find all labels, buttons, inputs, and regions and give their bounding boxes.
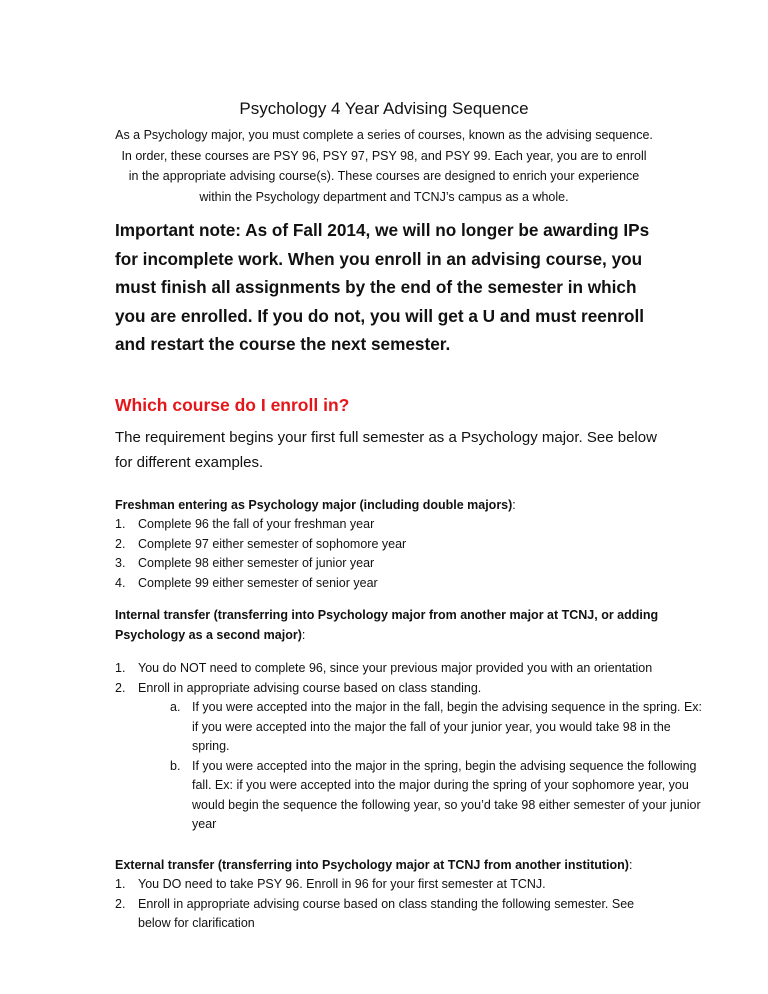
list-number: 1. [115, 661, 126, 675]
external-transfer-heading-colon: : [628, 858, 633, 872]
important-note: Important note: As of Fall 2014, we will no longer be awarding IPs for incomplete work. When you enroll in an advising course, you must finish all assignments by the end of the semester in which you are enrolled. If you do not, you will get a U and must reenroll and restart the course the next semester. [115, 220, 650, 354]
list-item [115, 515, 660, 535]
freshman-list [115, 515, 660, 593]
list-text: You DO need to take PSY 96. Enroll in 96 for your first semester at TCNJ. [138, 877, 546, 891]
list-text: Complete 96 the fall of your freshman year [138, 517, 375, 531]
freshman-heading [115, 495, 660, 515]
list-number: 2. [115, 896, 126, 911]
requirement-paragraph: The requirement begins your first full semester as a Psychology major. See below for different examples. [115, 429, 657, 471]
internal-transfer-heading-colon: : [301, 628, 306, 642]
internal-transfer-list [115, 659, 660, 698]
list-number: 1. [115, 877, 126, 891]
list-text: If you were accepted into the major in the spring, begin the advising sequence the following fall. Ex: if you were accepted into the major during the spring of your sophomore year, you would begin the sequence the following year, so you’d take 98 either semester of your junior year [192, 758, 701, 831]
document-title: Psychology 4 Year Advising Sequence [239, 99, 529, 118]
list-text: If you were accepted into the major in the fall, begin the advising sequence in the spring. Ex: if you were accepted into the major the fall of your junior year, you would take 98 in the spring. [192, 700, 703, 753]
freshman-heading-colon: : [512, 498, 516, 512]
list-number: 3. [115, 556, 126, 570]
list-number: 1. [115, 517, 126, 531]
list-text: Enroll in appropriate advising course based on class standing. [138, 680, 482, 695]
external-transfer-heading-text: External transfer (transferring into Psychology major at TCNJ from another institution) [115, 858, 629, 872]
list-text: Complete 97 either semester of sophomore year [138, 536, 407, 551]
list-item [115, 679, 660, 699]
internal-transfer-heading-text: Internal transfer (transferring into Psychology major from another major at TCNJ, or adding Psychology as a second major) [115, 608, 659, 642]
list-item [115, 554, 660, 574]
list-item [115, 535, 660, 555]
section-heading: Which course do I enroll in? [115, 395, 350, 415]
list-text: Complete 99 either semester of senior year [138, 575, 378, 590]
list-item [115, 659, 660, 679]
internal-transfer-heading [115, 605, 660, 645]
list-text: Complete 98 either semester of junior year [138, 556, 375, 570]
list-number: 4. [115, 575, 126, 590]
freshman-heading-text: Freshman entering as Psychology major (including double majors) [115, 498, 513, 512]
internal-transfer-sublist [170, 698, 703, 835]
list-letter: a. [170, 700, 181, 714]
list-item [170, 757, 705, 835]
list-text: You do NOT need to complete 96, since your previous major provided you with an orientation [138, 661, 653, 675]
list-number: 2. [115, 680, 126, 695]
list-number: 2. [115, 536, 126, 551]
list-letter: b. [170, 758, 181, 773]
intro-paragraph: As a Psychology major, you must complete a series of courses, known as the advising sequence. In order, these courses are PSY 96, PSY 97, PSY 98, and PSY 99. Each year, you are to enroll in the appropriate advising course(s). These courses are designed to enrich your experience within the Psychology department and TCNJ’s campus as a whole. [115, 128, 653, 204]
list-text: Enroll in appropriate advising course based on class standing the following semester. See below for clarification [138, 896, 635, 930]
external-transfer-list [115, 875, 660, 934]
list-item [170, 698, 705, 757]
list-item [115, 875, 660, 895]
list-item [115, 895, 660, 934]
list-item [115, 574, 660, 594]
external-transfer-heading [115, 855, 660, 875]
